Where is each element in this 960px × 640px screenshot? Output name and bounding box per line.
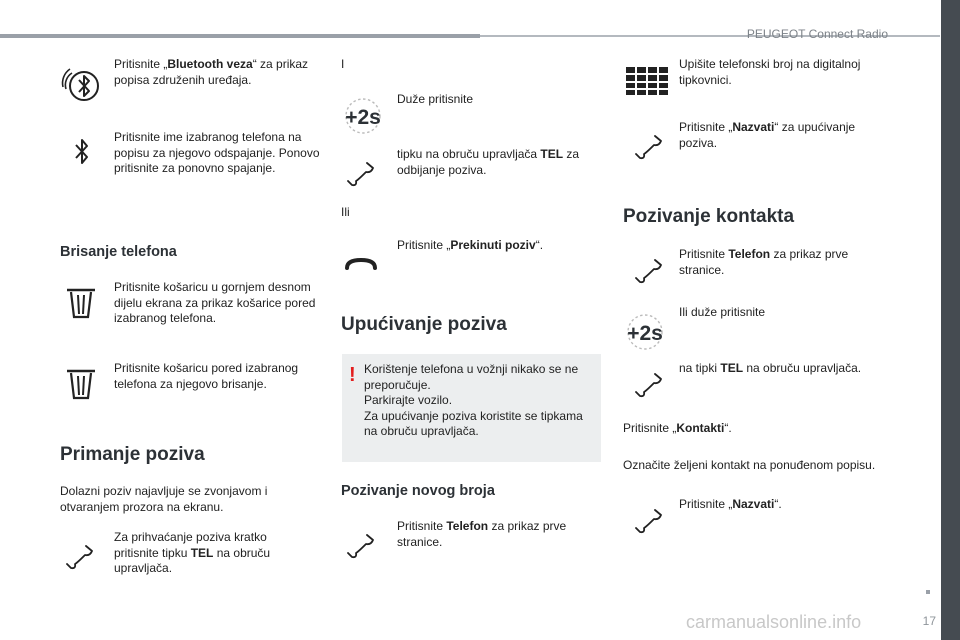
right-step-5: na tipki TEL na obruču upravljača. <box>679 361 862 375</box>
trash-icon <box>66 287 96 319</box>
warning-icon: ! <box>349 364 356 386</box>
left-step-4: Pritisnite košaricu pored izabranog telefona za njegovo brisanje. <box>114 361 299 391</box>
middle-step-4: Pritisnite Telefon za prikaz prve stranice. <box>397 519 567 549</box>
hold-2s-label: +2s <box>345 106 381 129</box>
keypad-icon <box>626 67 668 95</box>
receive-intro: Dolazni poziv najavljuje se zvonjavom i otvaranjem prozora na ekranu. <box>60 484 268 514</box>
hold-2s-icon <box>622 310 668 354</box>
watermark: carmanualsonline.info <box>686 612 862 632</box>
section-heading-delete: Brisanje telefona <box>60 244 177 260</box>
bluetooth-icon <box>72 137 92 167</box>
right-step-2: Pritisnite „Nazvati“ za upućivanje poziva. <box>679 120 856 150</box>
phone-handset-icon <box>635 258 663 284</box>
middle-step-2: tipku na obruču upravljača TEL za odbijanje poziva. <box>397 147 580 177</box>
left-step-5: Za prihvaćanje poziva kratko pritisnite tipku TEL na obruču upravljača. <box>114 530 271 575</box>
warning-text <box>364 362 596 440</box>
left-step-3: Pritisnite košaricu u gornjem desnom dijelu ekrana za prikaz košarice pored izabranog telefona. <box>114 280 316 325</box>
header-rule-left <box>0 34 480 38</box>
side-tab <box>941 0 960 640</box>
more-marker <box>926 590 930 594</box>
or-label: I <box>341 57 345 71</box>
middle-step-1: Duže pritisnite <box>397 92 474 106</box>
section-heading-new-number: Pozivanje novog broja <box>341 483 495 499</box>
right-step-1: Upišite telefonski broj na digitalnoj tipkovnici. <box>679 57 861 87</box>
hang-up-icon <box>345 256 377 272</box>
section-heading-receive: Primanje poziva <box>60 444 205 465</box>
left-step-1: Pritisnite „Bluetooth veza“ za prikaz popisa združenih uređaja. <box>114 57 309 87</box>
warning-line-3: Za upućivanje poziva koristite se tipkama na obruču upravljača. <box>364 408 583 438</box>
section-heading-contact: Pozivanje kontakta <box>623 206 795 227</box>
bluetooth-icon <box>58 60 102 108</box>
right-step-6: Pritisnite „Nazvati“. <box>679 497 782 511</box>
select-contact-line: Označite željeni kontakt na ponuđenom popisu. <box>623 458 876 472</box>
section-heading-calling: Upućivanje poziva <box>341 314 507 335</box>
right-step-4: Ili duže pritisnite <box>679 305 766 319</box>
phone-handset-icon <box>66 544 94 570</box>
left-step-2: Pritisnite ime izabranog telefona na popisu za njegovo odspajanje. Ponovo pritisnite za ponovno spajanje. <box>114 130 320 175</box>
warning-line-1: Korištenje telefona u vožnji nikako se ne preporučuje. <box>364 362 579 392</box>
page-number: 17 <box>922 614 936 628</box>
hold-2s-label: +2s <box>627 322 663 345</box>
phone-handset-icon <box>347 533 375 559</box>
header-title: PEUGEOT Connect Radio <box>746 27 888 41</box>
middle-step-3: Pritisnite „Prekinuti poziv“. <box>397 238 544 252</box>
trash-icon <box>66 368 96 400</box>
phone-handset-icon <box>635 372 663 398</box>
phone-handset-icon <box>347 161 375 187</box>
or-label-2: Ili <box>341 205 350 219</box>
hold-2s-icon <box>340 94 386 138</box>
warning-line-2: Parkirajte vozilo. <box>364 393 453 407</box>
right-step-3: Pritisnite Telefon za prikaz prve stranice. <box>679 247 849 277</box>
phone-handset-icon <box>635 508 663 534</box>
contacts-line: Pritisnite „Kontakti“. <box>623 421 732 435</box>
phone-handset-icon <box>635 134 663 160</box>
